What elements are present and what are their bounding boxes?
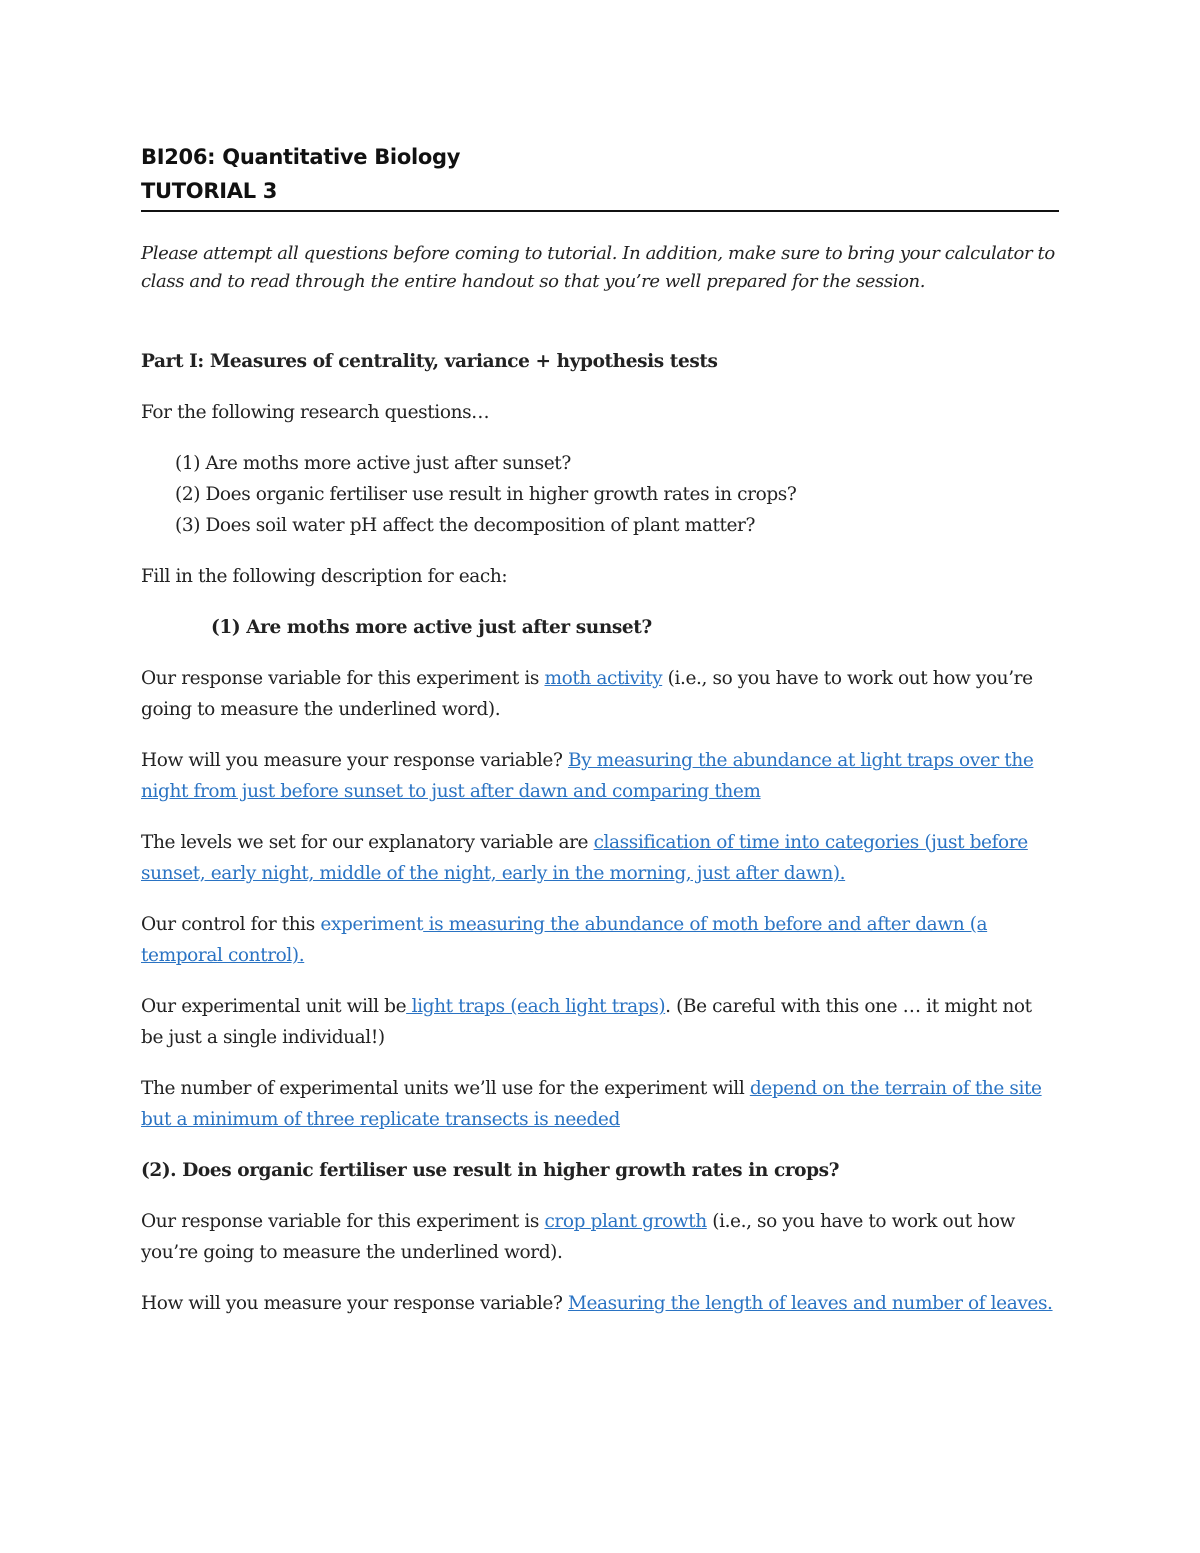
q2-measure-answer: Measuring the length of leaves and number of leaves.	[567, 1293, 1053, 1314]
q1-unit-answer: light traps (each light traps)	[406, 996, 666, 1017]
course-title: BI206: Quantitative Biology	[141, 145, 461, 169]
q1-unit-prompt: Our experimental unit will be	[141, 996, 407, 1017]
q1-measure	[141, 745, 1059, 807]
q2-measure	[141, 1288, 1059, 1319]
document-body	[141, 140, 1059, 1319]
q1-number-answer: depend on the terrain of the site but a minimum of three replicate transects is needed	[141, 1078, 1042, 1130]
q2-response-prefix: Our response variable for this experiment is	[141, 1211, 545, 1232]
q2-response-variable	[141, 1206, 1059, 1268]
q1-control-prompt: Our control for this	[141, 914, 321, 935]
q2-response-answer: crop plant growth	[544, 1211, 707, 1232]
q1-control-answer: is measuring the abundance of moth before and after dawn (a temporal control).	[141, 914, 988, 966]
title-divider	[141, 210, 1059, 212]
research-question: (3) Does soil water pH affect the decomposition of plant matter?	[175, 515, 756, 536]
q1-response-suffix: (i.e., so you have to work out how you’re going to measure the underlined word).	[141, 668, 1033, 720]
q1-levels-prompt: The levels we set for our explanatory variable are	[141, 832, 594, 853]
q1-number-prompt: The number of experimental units we’ll use for the experiment will	[141, 1078, 750, 1099]
q1-number	[141, 1073, 1059, 1135]
intro-instructions: Please attempt all questions before coming to tutorial. In addition, make sure to bring your calculator to class and to read through the entire handout so that you’re well prepared for the session.	[141, 243, 1055, 292]
q1-measure-prompt: How will you measure your response variable?	[141, 750, 568, 771]
part1-lead: For the following research questions…	[141, 402, 490, 423]
tutorial-title: TUTORIAL 3	[141, 179, 278, 203]
q1-unit-suffix: . (Be careful with this one … it might not be just a single individual!)	[141, 996, 1032, 1048]
research-question: (2) Does organic fertiliser use result in higher growth rates in crops?	[175, 484, 797, 505]
q1-response-variable	[141, 663, 1059, 725]
research-question: (1) Are moths more active just after sunset?	[175, 453, 571, 474]
q1-control	[141, 909, 1059, 971]
part1-heading: Part I: Measures of centrality, variance + hypothesis tests	[141, 351, 718, 372]
q2-measure-prompt: How will you measure your response variable?	[141, 1293, 568, 1314]
q1-levels-answer: classification of time into categories (just before sunset, early night, middle of the night, early in the morning, just after dawn).	[141, 832, 1028, 884]
q1-response-prefix: Our response variable for this experiment is	[141, 668, 545, 689]
q1-measure-answer: By measuring the abundance at light traps over the night from just before sunset to just after dawn and comparing them	[141, 750, 1034, 802]
q2-response-suffix: (i.e., so you have to work out how you’re going to measure the underlined word).	[141, 1211, 1015, 1263]
q2-heading: (2). Does organic fertiliser use result in higher growth rates in crops?	[141, 1160, 840, 1181]
q1-unit	[141, 991, 1059, 1053]
fill-in-instruction: Fill in the following description for each:	[141, 566, 508, 587]
research-questions-list	[175, 448, 1059, 541]
q1-heading: (1) Are moths more active just after sunset?	[211, 617, 652, 638]
q1-response-answer: moth activity	[544, 668, 663, 689]
q1-levels	[141, 827, 1059, 889]
q1-control-blue: experiment	[320, 914, 424, 935]
